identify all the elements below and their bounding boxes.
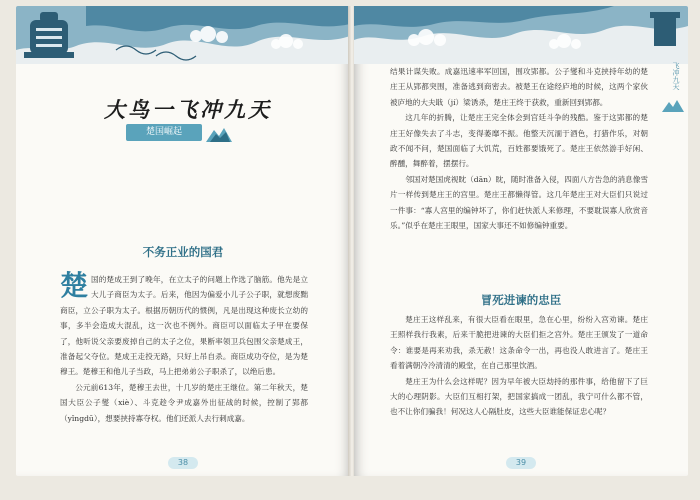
open-book — [16, 6, 688, 484]
side-label: 飞冲九天 — [672, 62, 680, 90]
mountain-deco-icon — [662, 98, 684, 112]
page-number-label: 38 — [168, 457, 198, 469]
paragraph: 楚庄王这样乱来，有很大臣看在眼里，急在心里，纷纷入宫劝谏。楚庄王照样我行我素，后来干脆把进谏的大臣们拒之宫外。楚庄王颁发了一道命令：谁要是再来劝我，杀无赦！这条命令一出，再也没人敢进言了。楚庄王看着满朝冷冷清清的殿堂，在自己那里饮酒。 — [390, 315, 648, 371]
right-body-text-1 — [390, 64, 648, 233]
paragraph: 邻国对楚国虎视眈（dān）眈，随时准备入侵，四面八方告急的消息像雪片一样传到楚庄王的宫里。楚庄王都懒得管。这几年楚庄王对大臣们只说过一件事：“寡人宫里的编钟坏了，你们赶快派人来修理，不要耽误寡人欣赏音乐。”似乎在楚庄王眼里，国家大事还不如修编钟重要。 — [390, 174, 648, 231]
mountain-deco-icon — [206, 124, 232, 142]
section-title: 不务正业的国君 — [142, 245, 224, 259]
page-number — [491, 457, 551, 469]
section-title: 冒死进谏的忠臣 — [480, 293, 562, 307]
paragraph: 公元前613年，楚穆王去世，十几岁的楚庄王继位。第二年秋天，楚国大臣公子燮（xiè）、斗克趁令尹成嘉外出征战的时候，控制了郢都（yǐngdū），想要挟持寡夺权。他们还派人去行刺成嘉。 — [60, 382, 308, 423]
header-illustration — [16, 6, 350, 64]
paragraph: 结果计谋失败。成嘉迅速率军回国，围攻郢都。公子燮和斗克挟持年幼的楚庄王从郢都突围，准备逃到商密去。被楚王在途经庐地的时候，这两个家伙被庐地的大夫戢（jí）梁诱杀，楚庄王终于获救，重新回到郢都。 — [390, 67, 648, 107]
right-body-text-2 — [390, 312, 648, 420]
page-number-label: 39 — [506, 457, 536, 469]
paragraph: 楚庄王为什么会这样呢？因为早年被大臣劫持的那件事，给他留下了巨大的心理阴影。大臣们互相打架，把国家搞成一团乱，我宁可什么都不管，也不让你们骗我！何况这人心隔肚皮，这些大臣谁能保证忠心呢？ — [390, 376, 648, 417]
left-body-text — [60, 269, 308, 426]
header-illustration — [354, 6, 688, 64]
dropcap: 楚 — [60, 269, 89, 302]
chapter-title: 大鸟一飞冲九天 — [104, 98, 272, 122]
left-page — [16, 6, 350, 476]
paragraph: 这几年的折腾，让楚庄王完全体会到宫廷斗争的残酷。鉴于这郢都的楚庄王好像失去了斗志，变得萎靡不振。他整天沉湎于酒色，打猎作乐，对朝政不闻不问，楚国面临了大饥荒，百姓都要饿死了。楚庄王依然游手好闲、醉醺，舞醉着，摆摆行。 — [390, 113, 648, 169]
right-page — [354, 6, 688, 476]
page-number — [153, 457, 213, 469]
chapter-tag: 楚国崛起 — [126, 124, 202, 141]
paragraph: 国的楚成王到了晚年，在立太子的问题上作选了脑筋。他先是立大儿子商臣为太子。后来，他因为偏爱小儿子公子职，就想废黜商臣，立公子职为太子。根据历朝历代的惯例，凡是出现这种废长立幼的事，多半会造成大混乱，这一次也不例外。商臣可以面临太子甲在要保了，他听说父亲要废掉自己的太子之位，果断率领卫兵包围父亲楚成王，准备起父夺位。楚成王走投无路，只好上吊自杀。商臣成功夺位，是为楚穆王。楚穆王和他儿子当政，马上把弟弟公子职杀了，以绝后患。 — [60, 275, 308, 377]
